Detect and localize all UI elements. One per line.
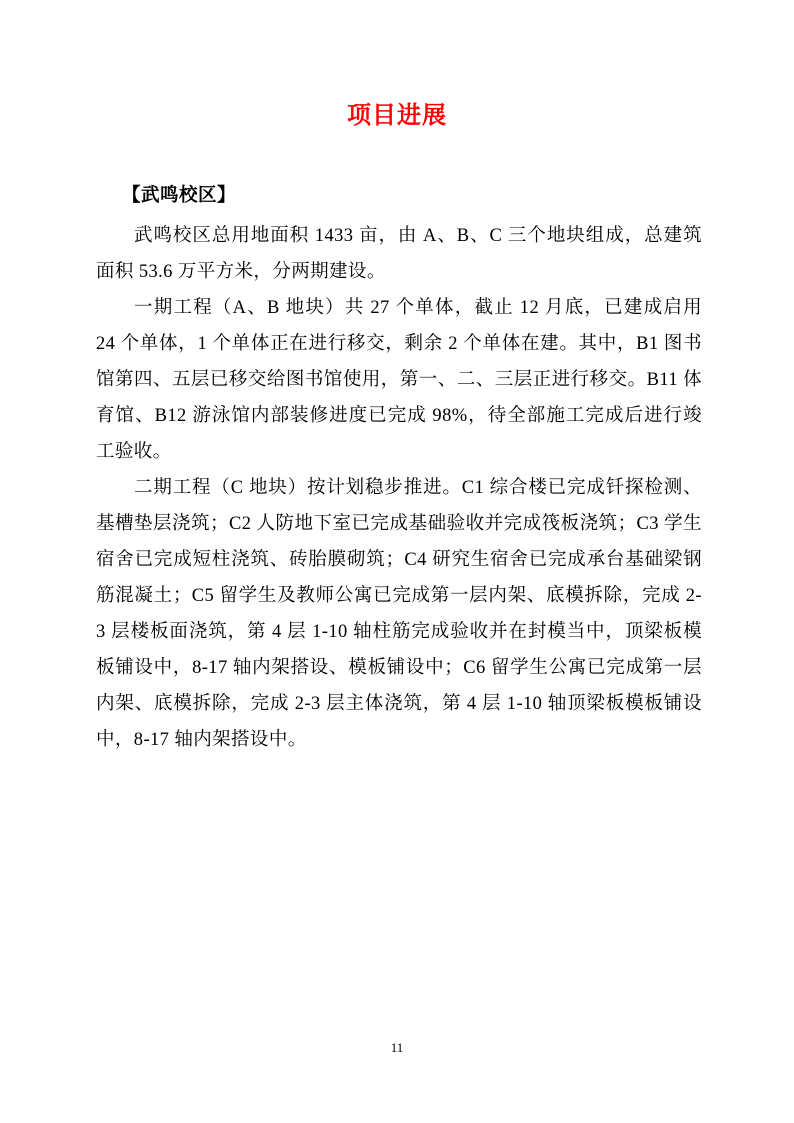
paragraph-overview: 武鸣校区总用地面积 1433 亩，由 A、B、C 三个地块组成，总建筑面积 53.6 万平方米，分两期建设。 xyxy=(96,226,702,282)
paragraph-phase-two: 二期工程（C 地块）按计划稳步推进。C1 综合楼已完成钎探检测、基槽垫层浇筑；C2 人防地下室已完成基础验收并完成筏板浇筑；C3 学生宿舍已完成短柱浇筑、砖胎膜砌筑；C4 研究生宿舍已完成承台基础梁钢筋混凝土；C5 留学生及教师公寓已完成第一层内架、底模拆除，完成 2-3 层楼板面浇筑，第 4 层 1-10 轴柱筋完成验收并在封模当中，顶梁板模板铺设中，8-17 轴内架搭设、模板铺设中；C6 留学生公寓已完成第一层内架、底模拆除，完成 2-3 层主体浇筑，第 4 层 1-10 轴顶梁板模板铺设中，8-17 轴内架搭设中。 xyxy=(96,478,702,750)
document-body xyxy=(96,178,702,758)
page-number: 11 xyxy=(390,1040,404,1055)
section-heading-wuming-campus: 【武鸣校区】 xyxy=(122,184,237,205)
paragraph-phase-one: 一期工程（A、B 地块）共 27 个单体，截止 12 月底，已建成启用 24 个单体，1 个单体正在进行移交，剩余 2 个单体在建。其中，B1 图书馆第四、五层已移交给图书馆使用，第一、二、三层正进行移交。B11 体育馆、B12 游泳馆内部装修进度已完成 98%，待全部施工完成后进行竣工验收。 xyxy=(96,298,702,462)
page-title: 项目进展 xyxy=(347,102,447,129)
